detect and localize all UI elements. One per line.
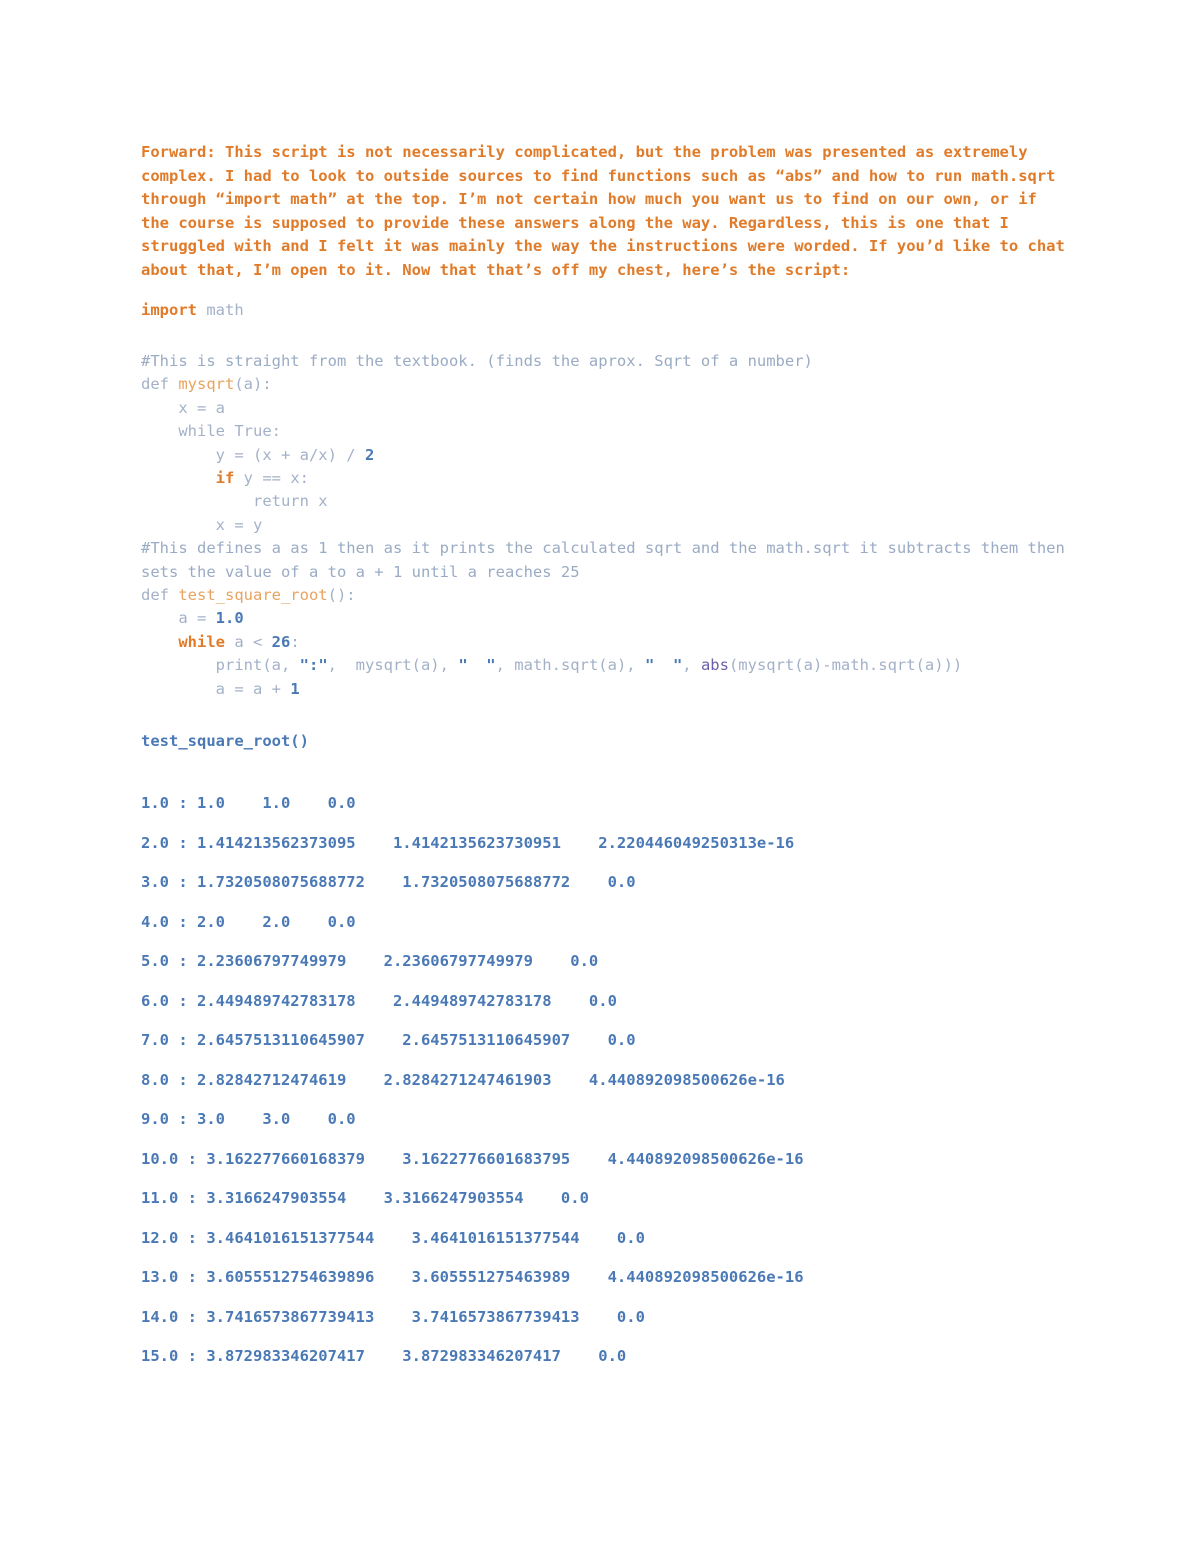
- output-row: 11.0 : 3.3166247903554 3.3166247903554 0.0: [141, 1189, 589, 1208]
- code-text: ,: [682, 656, 701, 675]
- code-text: , mysqrt(a),: [327, 656, 459, 675]
- code-text: a <: [225, 632, 272, 651]
- code-block-call: [141, 730, 1071, 753]
- code-line: [141, 607, 1071, 630]
- output-row: 2.0 : 1.414213562373095 1.4142135623730951 2.220446049250313e-16: [141, 833, 795, 852]
- code-string: " ": [644, 656, 683, 675]
- output-row: 15.0 : 3.872983346207417 3.872983346207417 0.0: [141, 1347, 627, 1366]
- def-keyword: def: [141, 586, 179, 605]
- code-line: [141, 444, 1071, 467]
- function-signature: (a):: [234, 375, 272, 394]
- output-row: 8.0 : 2.82842712474619 2.8284271247461903 4.440892098500626e-16: [141, 1070, 785, 1089]
- code-number: 1: [290, 679, 300, 698]
- intro-paragraph: Forward: This script is not necessarily complicated, but the problem was presented as extremely complex. I had to look to outside sources to find functions such as “abs” and how to run math.sqrt through “import math” at the top. I’m not certain how much you want us to find on our own, or if the course is supposed to provide these answers along the way. Regardless, this is one that I struggled with and I felt it was mainly the way the instructions were worded. If you’d like to chat about that, I’m open to it. Now that that’s off my chest, here’s the script:: [141, 143, 1075, 279]
- function-name-mysqrt: mysqrt: [178, 375, 235, 394]
- code-text: y = (x + a/x) /: [141, 445, 365, 464]
- code-line-def-mysqrt: [141, 373, 1071, 396]
- output-row: 3.0 : 1.7320508075688772 1.7320508075688772 0.0: [141, 873, 636, 892]
- import-keyword: import: [141, 300, 197, 319]
- code-number: 1.0: [215, 609, 244, 628]
- output-row: 6.0 : 2.449489742783178 2.449489742783178 0.0: [141, 991, 617, 1010]
- code-comment-1: #This is straight from the textbook. (finds the aprox. Sqrt of a number): [141, 351, 813, 370]
- output-row: 5.0 : 2.23606797749979 2.23606797749979 0.0: [141, 952, 599, 971]
- code-line: [141, 631, 1071, 654]
- code-text: y == x:: [234, 469, 309, 487]
- while-keyword: while: [141, 632, 225, 651]
- output-row: 12.0 : 3.4641016151377544 3.4641016151377544 0.0: [141, 1228, 645, 1247]
- code-comment-2: #This defines a as 1 then as it prints the calculated sqrt and the math.sqrt it subtracts them then sets the value of a to a + 1 until a reaches 25: [141, 539, 1075, 581]
- output-row: 4.0 : 2.0 2.0 0.0: [141, 912, 356, 931]
- code-line: x = a: [141, 398, 225, 417]
- code-text: print(a,: [141, 656, 300, 675]
- output-row: 9.0 : 3.0 3.0 0.0: [141, 1110, 356, 1129]
- function-name-test-square-root: test_square_root: [178, 586, 328, 605]
- code-line: return x: [141, 492, 328, 511]
- code-line-call: test_square_root(): [141, 732, 309, 751]
- code-builtin-abs: abs: [700, 656, 729, 675]
- code-text: :: [290, 632, 300, 651]
- program-output: [141, 792, 1071, 1385]
- output-row: 1.0 : 1.0 1.0 0.0: [141, 794, 356, 813]
- code-line-def-test-square-root: [141, 584, 1071, 607]
- code-text: (mysqrt(a)-math.sqrt(a))): [728, 656, 963, 675]
- output-row: 14.0 : 3.7416573867739413 3.7416573867739413 0.0: [141, 1307, 645, 1326]
- code-block-functions: [141, 350, 1075, 701]
- import-module: math: [197, 300, 244, 319]
- code-text: a = a +: [141, 679, 291, 698]
- code-string: " ": [458, 656, 496, 675]
- if-keyword: if: [141, 469, 235, 487]
- code-text: , math.sqrt(a),: [495, 656, 645, 675]
- code-block: [141, 299, 1071, 322]
- code-line: while True:: [141, 422, 281, 441]
- code-string: ":": [299, 656, 328, 675]
- output-row: 7.0 : 2.6457513110645907 2.6457513110645907 0.0: [141, 1031, 636, 1050]
- code-line-import: [141, 299, 1071, 322]
- document-page: [141, 141, 1075, 1385]
- code-line: [141, 467, 1071, 490]
- function-signature: ():: [327, 586, 356, 605]
- code-number: 2: [364, 445, 375, 464]
- def-keyword: def: [141, 375, 179, 394]
- output-row: 13.0 : 3.6055512754639896 3.605551275463989 4.440892098500626e-16: [141, 1268, 804, 1287]
- output-row: 10.0 : 3.162277660168379 3.1622776601683795 4.440892098500626e-16: [141, 1149, 804, 1168]
- code-line: [141, 678, 1071, 701]
- code-line-print: [141, 654, 1071, 677]
- code-text: a =: [141, 609, 216, 628]
- code-line: x = y: [141, 515, 263, 534]
- code-number: 26: [271, 632, 291, 651]
